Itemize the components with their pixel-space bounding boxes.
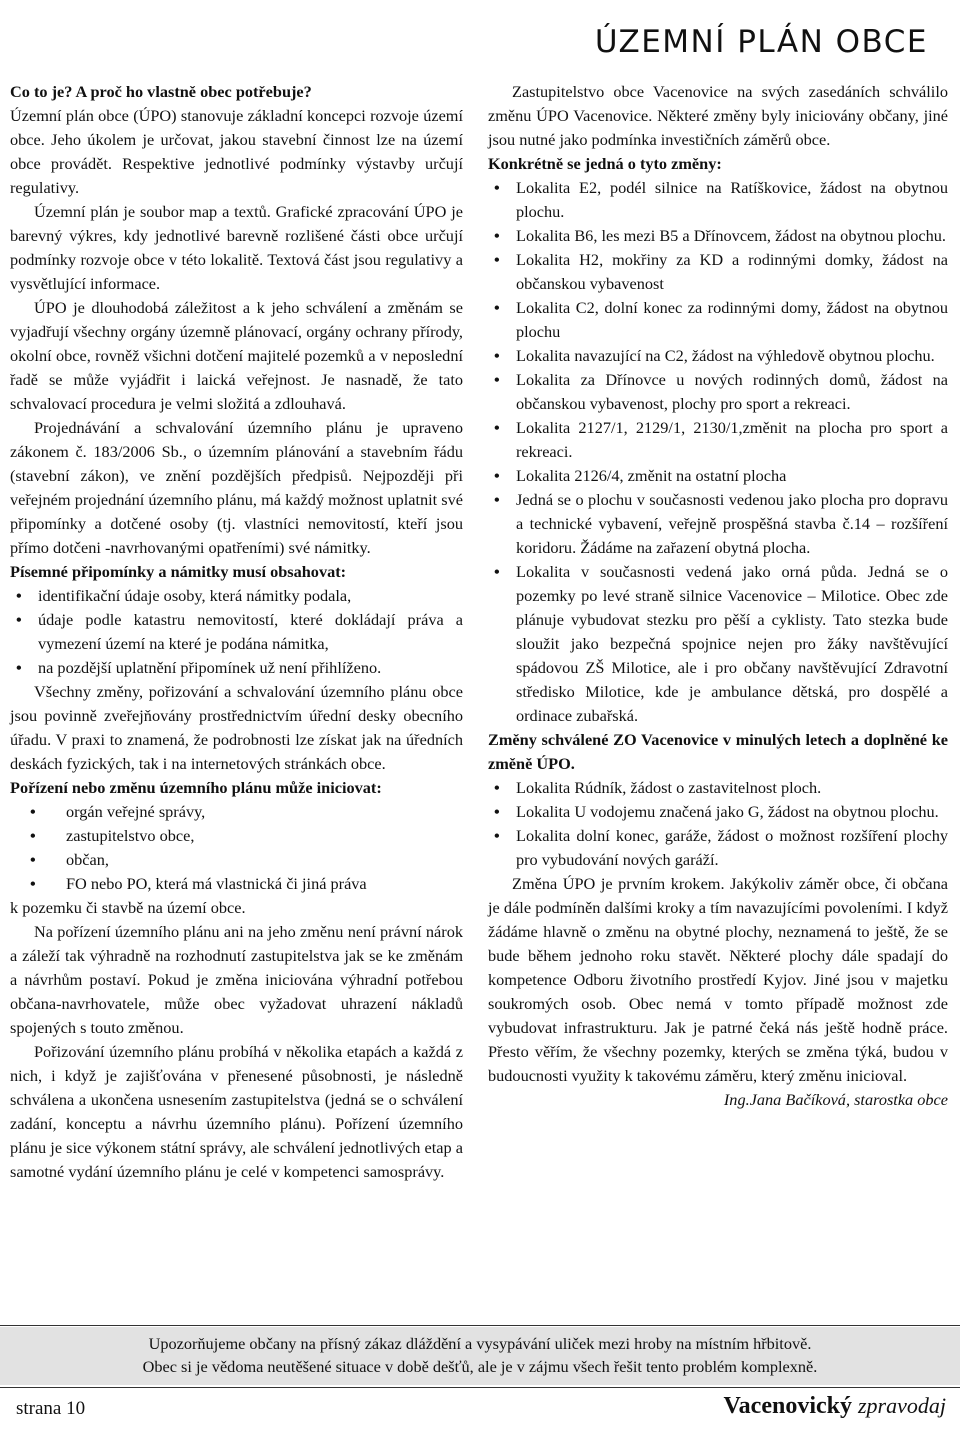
brand-main: Vacenovický [723, 1393, 852, 1419]
list-item: • Lokalita za Dřínovce u nových rodinných domů, žádost na občanskou vybavenost, plochy pro sport a rekreaci. [488, 368, 948, 416]
left-column [10, 80, 463, 1184]
divider [0, 1387, 960, 1388]
list-item: • údaje podle katastru nemovitostí, které dokládají práva a vymezení území na které je podána námitka, [10, 608, 463, 656]
list-item: • Lokalita 2127/1, 2129/1, 2130/1,změnit na plocha pro sport a rekreaci. [488, 416, 948, 464]
initiate-list [10, 800, 463, 896]
list-item: • Lokalita v současnosti vedená jako orná půda. Jedná se o pozemky po levé straně silnice Vacenovice – Milotice. Obec zde plánuje vybudovat stezku pro pěší a cyklisty. Tato stezka bude sloužit jako bezpečná spojnice nejen pro žáky navštěvující spádovou ZŠ Milotice, ale i pro občany navštěvující Zdravotní středisko Milotice, kde je ambulance dětská, pro dospělé a ordinace zubařská. [488, 560, 948, 728]
written-comments-heading: Písemné připomínky a námitky musí obsahovat: [10, 562, 347, 581]
paragraph: Na pořízení územního plánu ani na jeho změnu není právní nárok a záleží tak výhradně na rozhodnutí zastupitelstva jak se ke změnám a návrhům postaví. Pokud je změna iniciována výhradní potřebou občana-navrhovatele, může obec vyžadovat uhrazení nákladů spojených s touto změnou. [10, 922, 463, 1037]
changes-heading: Konkrétně se jedná o tyto změny: [488, 154, 722, 173]
notice-line: Upozorňujeme občany na přísný zákaz dláždění a vysypávání uliček mezi hroby na místním hřbitově. [148, 1334, 812, 1353]
approved-changes-list [488, 776, 948, 872]
list-item: • Lokalita dolní konec, garáže, žádost o možnost rozšíření plochy pro vybudování nových garáží. [488, 824, 948, 872]
paragraph: Zastupitelstvo obce Vacenovice na svých zasedáních schválilo změnu ÚPO Vacenovice. Některé změny byly iniciovány občany, jiné jsou nutné jako podmínka investičních záměrů obce. [488, 82, 948, 149]
list-item: • Jedná se o plochu v současnosti vedenou jako plocha pro dopravu a technické vybavení, veřejně prospěšná stavba č.14 – rozšíření koridoru. Žádáme na zařazení obytná plocha. [488, 488, 948, 560]
paragraph: Pořizování územního plánu probíhá v několika etapách a každá z nich, i když je zajišťována v přenesené působnosti, je následně schválena a ukončena usnesením zastupitelstva (jedná se o schválení zadání, konceptu a návrhu územního plánu). Pořízení územního plánu je sice výkonem státní správy, ale schválení jednotlivých etap a samotné vydání územního plánu je celé v kompetenci samosprávy. [10, 1042, 463, 1181]
list-item: • Lokalita E2, podél silnice na Ratíškovice, žádost na obytnou plochu. [488, 176, 948, 224]
page-number: strana 10 [16, 1398, 86, 1419]
divider [0, 1325, 960, 1326]
list-item: • Lokalita B6, les mezi B5 a Dřínovcem, žádost na obytnou plochu. [488, 224, 948, 248]
list-item: • Lokalita H2, mokřiny za KD a rodinnými domky, žádost na občanskou vybavenost [488, 248, 948, 296]
paragraph: k pozemku či stavbě na území obce. [10, 898, 246, 917]
list-item: • Lokalita navazující na C2, žádost na výhledově obytnou plochu. [488, 344, 948, 368]
list-item: • FO nebo PO, která má vlastnická či jiná práva [10, 872, 463, 896]
paragraph: Projednávání a schvalování územního plánu je upraveno zákonem č. 183/2006 Sb., o územním plánování a stavebním řádu (stavební zákon), ve znění pozdějších předpisů. Nejpozději při veřejném projednání územního plánu, má každý možnost uplatnit své připomínky a dotčené osoby (tj. vlastníci nemovitostí, kteří jsou přímo dotčeni -navrhovanými opatřeními) své námitky. [10, 418, 463, 557]
paragraph: Územní plán obce (ÚPO) stanovuje základní koncepci rozvoje území obce. Jeho úkolem je určovat, jakou stavební činnost lze na území obce provádět. Respektive jednotlivé podmínky výstavby určují regulativy. [10, 106, 463, 197]
changes-list [488, 176, 948, 728]
list-item: • identifikační údaje osoby, která námitky podala, [10, 584, 463, 608]
initiate-heading: Pořízení nebo změnu územního plánu může iniciovat: [10, 778, 382, 797]
list-item: • Lokalita C2, dolní konec za rodinnými domy, žádost na obytnou plochu [488, 296, 948, 344]
intro-heading: Co to je? A proč ho vlastně obec potřebuje? [10, 82, 312, 101]
list-item: • na pozdější uplatnění připomínek už není přihlíženo. [10, 656, 463, 680]
approved-changes-heading: Změny schválené ZO Vacenovice v minulých letech a doplněné ke změně ÚPO. [488, 730, 948, 773]
written-comments-list [10, 584, 463, 680]
newsletter-logo [724, 1393, 946, 1420]
list-item: • Lokalita U vodojemu značená jako G, žádost na obytnou plochu. [488, 800, 948, 824]
brand-script: zpravodaj [858, 1393, 946, 1418]
page-title: ÚZEMNÍ PLÁN OBCE [594, 24, 928, 60]
notice-line: Obec si je vědoma neutěšené situace v době dešťů, ale je v zájmu všech řešit tento problém komplexně. [142, 1357, 818, 1376]
list-item: • orgán veřejné správy, [10, 800, 463, 824]
paragraph: Všechny změny, pořizování a schvalování územního plánu obce jsou povinně zveřejňovány prostřednictvím úřední desky obecního úřadu. V praxi to znamená, že podrobnosti lze získat jak na úředních deskách fyzických, tak i na internetových stránkách obce. [10, 682, 463, 773]
cemetery-notice [0, 1327, 960, 1385]
signature: Ing.Jana Bačíková, starostka obce [723, 1090, 948, 1109]
right-column [488, 80, 948, 1112]
list-item: • zastupitelstvo obce, [10, 824, 463, 848]
list-item: • občan, [10, 848, 463, 872]
list-item: • Lokalita 2126/4, změnit na ostatní plocha [488, 464, 948, 488]
paragraph: ÚPO je dlouhodobá záležitost a k jeho schválení a změnám se vyjadřují všechny orgány územně plánovací, orgány ochrany přírody, okolní obce, rovněž všichni dotčení majitelé pozemků a v neposlední řadě se může vyjádřit i laická veřejnost. Je nasnadě, že tato schvalovací procedura je velmi složitá a zdlouhavá. [10, 298, 463, 413]
list-item: • Lokalita Rúdník, žádost o zastavitelnost ploch. [488, 776, 948, 800]
paragraph: Územní plán je soubor map a textů. Grafické zpracování ÚPO je barevný výkres, kdy jednotlivé barevně rozlišené části obce určují podmínky rozvoje obce v této lokalitě. Textová část jsou regulativy a vysvětlující informace. [10, 202, 463, 293]
paragraph: Změna ÚPO je prvním krokem. Jakýkoliv záměr obce, či občana je dále podmíněn dalšími kroky a tím navazujícími povoleními. I když žádáme hlavně o změnu na obytné plochy, neznamená to ještě, že se bude během jednoho roku stavět. Některé plochy dále spadají do kompetence Odboru životního prostředí Kyjov. Jiné jsou v majetku soukromých osob. Obec nemá v tomto případě možnost zde vybudovat infrastrukturu. Jak je patrné čeká nás ještě hodně práce. Přesto věřím, že všechny pozemky, kterých se změna týká, budou v budoucnosti využity k takovému záměru, který změnu inicioval. [488, 874, 948, 1085]
